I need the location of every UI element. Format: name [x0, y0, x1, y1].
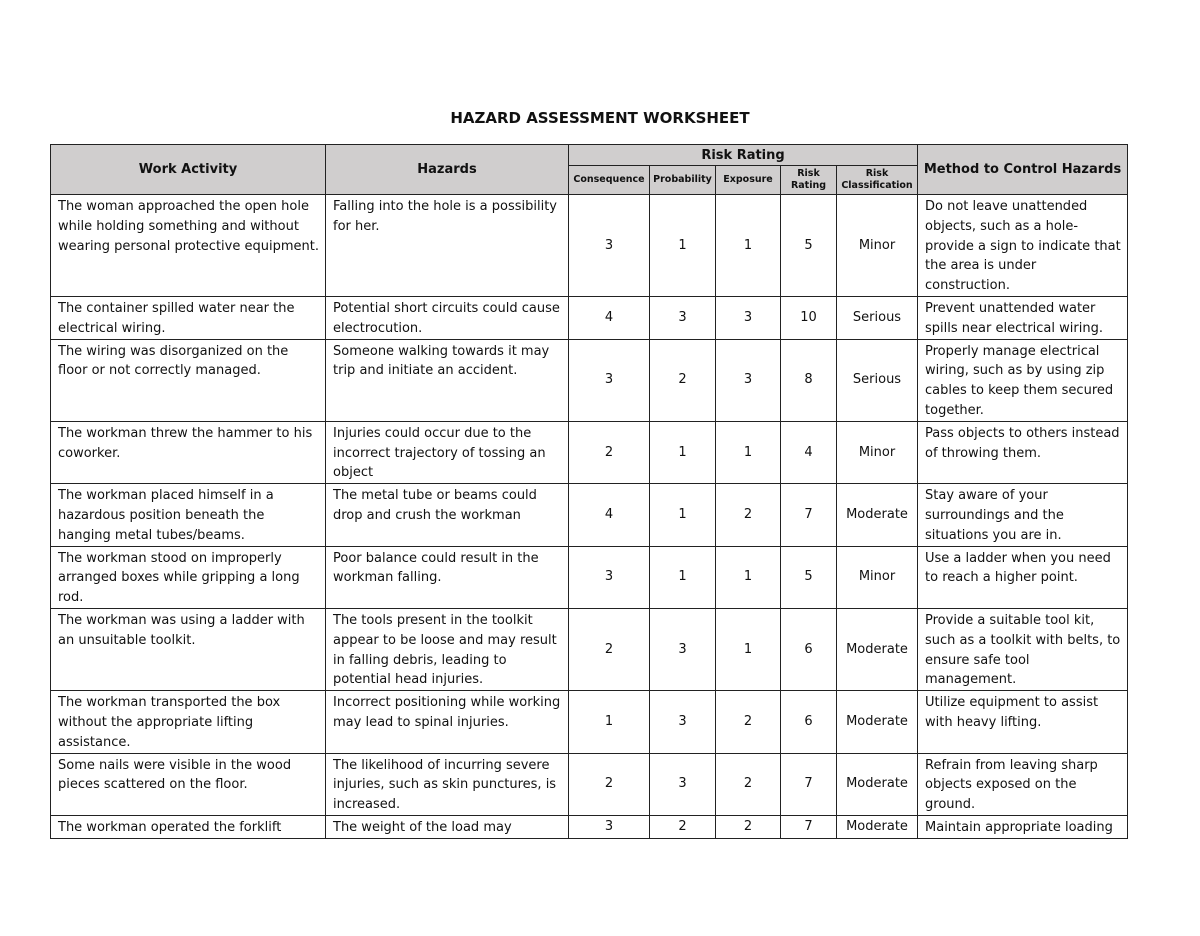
table-row [51, 339, 1128, 421]
header-exposure: Exposure [716, 166, 781, 195]
cell-classification: Moderate [837, 608, 918, 690]
cell-risk-rating: 8 [781, 339, 837, 421]
cell-activity: The workman threw the hammer to his coworker. [51, 421, 326, 483]
cell-activity: The workman stood on improperly arranged boxes while gripping a long rod. [51, 546, 326, 608]
cell-consequence: 4 [569, 484, 650, 546]
header-risk-rating-col: Risk Rating [781, 166, 837, 195]
cell-exposure: 1 [716, 421, 781, 483]
cell-classification: Minor [837, 421, 918, 483]
cell-exposure: 1 [716, 608, 781, 690]
cell-classification: Minor [837, 195, 918, 297]
header-work-activity: Work Activity [51, 145, 326, 195]
table-row [51, 195, 1128, 297]
cell-activity: The container spilled water near the electrical wiring. [51, 296, 326, 339]
cell-risk-rating: 5 [781, 195, 837, 297]
cell-exposure: 2 [716, 753, 781, 815]
cell-activity: The workman was using a ladder with an unsuitable toolkit. [51, 608, 326, 690]
table-row [51, 815, 1128, 838]
cell-consequence: 3 [569, 195, 650, 297]
cell-risk-rating: 4 [781, 421, 837, 483]
cell-consequence: 3 [569, 339, 650, 421]
cell-hazard: Injuries could occur due to the incorrect trajectory of tossing an object [326, 421, 569, 483]
cell-probability: 1 [650, 421, 716, 483]
cell-probability: 3 [650, 608, 716, 690]
cell-method: Provide a suitable tool kit, such as a toolkit with belts, to ensure safe tool management. [918, 608, 1128, 690]
header-consequence: Consequence [569, 166, 650, 195]
cell-activity: The workman operated the forklift [51, 815, 326, 838]
cell-probability: 1 [650, 484, 716, 546]
cell-activity: The workman transported the box without the appropriate lifting assistance. [51, 691, 326, 753]
cell-probability: 3 [650, 691, 716, 753]
header-risk-rating: Risk Rating [569, 145, 918, 166]
cell-classification: Minor [837, 546, 918, 608]
cell-probability: 3 [650, 296, 716, 339]
cell-hazard: Poor balance could result in the workman falling. [326, 546, 569, 608]
page-title: HAZARD ASSESSMENT WORKSHEET [450, 109, 750, 127]
cell-classification: Moderate [837, 815, 918, 838]
cell-activity: The woman approached the open hole while holding something and without wearing personal protective equipment. [51, 195, 326, 297]
table-row [51, 296, 1128, 339]
cell-risk-rating: 10 [781, 296, 837, 339]
cell-hazard: Falling into the hole is a possibility for her. [326, 195, 569, 297]
cell-consequence: 3 [569, 815, 650, 838]
cell-exposure: 3 [716, 296, 781, 339]
cell-method: Properly manage electrical wiring, such as by using zip cables to keep them secured together. [918, 339, 1128, 421]
table-row [51, 546, 1128, 608]
cell-risk-rating: 6 [781, 691, 837, 753]
cell-hazard: The likelihood of incurring severe injuries, such as skin punctures, is increased. [326, 753, 569, 815]
cell-classification: Serious [837, 296, 918, 339]
table-row [51, 753, 1128, 815]
cell-method: Refrain from leaving sharp objects exposed on the ground. [918, 753, 1128, 815]
cell-consequence: 1 [569, 691, 650, 753]
cell-exposure: 1 [716, 546, 781, 608]
table-row [51, 691, 1128, 753]
cell-method: Do not leave unattended objects, such as a hole- provide a sign to indicate that the area is under construction. [918, 195, 1128, 297]
cell-consequence: 3 [569, 546, 650, 608]
cell-consequence: 2 [569, 421, 650, 483]
cell-probability: 2 [650, 815, 716, 838]
cell-activity: The workman placed himself in a hazardous position beneath the hanging metal tubes/beams. [51, 484, 326, 546]
cell-probability: 1 [650, 546, 716, 608]
cell-method: Prevent unattended water spills near electrical wiring. [918, 296, 1128, 339]
table-row [51, 484, 1128, 546]
cell-method: Utilize equipment to assist with heavy lifting. [918, 691, 1128, 753]
cell-exposure: 2 [716, 815, 781, 838]
header-hazards: Hazards [326, 145, 569, 195]
cell-hazard: The weight of the load may [326, 815, 569, 838]
cell-method: Use a ladder when you need to reach a higher point. [918, 546, 1128, 608]
cell-method: Stay aware of your surroundings and the situations you are in. [918, 484, 1128, 546]
cell-hazard: Potential short circuits could cause electrocution. [326, 296, 569, 339]
cell-consequence: 2 [569, 608, 650, 690]
header-risk-classification: Risk Classification [837, 166, 918, 195]
cell-exposure: 2 [716, 691, 781, 753]
cell-hazard: The metal tube or beams could drop and crush the workman [326, 484, 569, 546]
cell-risk-rating: 5 [781, 546, 837, 608]
cell-classification: Moderate [837, 691, 918, 753]
cell-classification: Serious [837, 339, 918, 421]
cell-risk-rating: 7 [781, 815, 837, 838]
cell-classification: Moderate [837, 753, 918, 815]
cell-risk-rating: 6 [781, 608, 837, 690]
header-method: Method to Control Hazards [918, 145, 1128, 195]
cell-probability: 1 [650, 195, 716, 297]
cell-exposure: 3 [716, 339, 781, 421]
cell-method: Pass objects to others instead of throwing them. [918, 421, 1128, 483]
cell-hazard: Someone walking towards it may trip and initiate an accident. [326, 339, 569, 421]
cell-consequence: 4 [569, 296, 650, 339]
cell-classification: Moderate [837, 484, 918, 546]
cell-exposure: 2 [716, 484, 781, 546]
table-row [51, 421, 1128, 483]
cell-activity: The wiring was disorganized on the floor or not correctly managed. [51, 339, 326, 421]
cell-risk-rating: 7 [781, 484, 837, 546]
cell-exposure: 1 [716, 195, 781, 297]
cell-method: Maintain appropriate loading [918, 815, 1128, 838]
header-probability: Probability [650, 166, 716, 195]
cell-hazard: Incorrect positioning while working may lead to spinal injuries. [326, 691, 569, 753]
cell-probability: 2 [650, 339, 716, 421]
cell-probability: 3 [650, 753, 716, 815]
table-row [51, 608, 1128, 690]
cell-hazard: The tools present in the toolkit appear to be loose and may result in falling debris, leading to potential head injuries. [326, 608, 569, 690]
cell-consequence: 2 [569, 753, 650, 815]
hazard-table [50, 144, 1128, 839]
cell-activity: Some nails were visible in the wood pieces scattered on the floor. [51, 753, 326, 815]
cell-risk-rating: 7 [781, 753, 837, 815]
